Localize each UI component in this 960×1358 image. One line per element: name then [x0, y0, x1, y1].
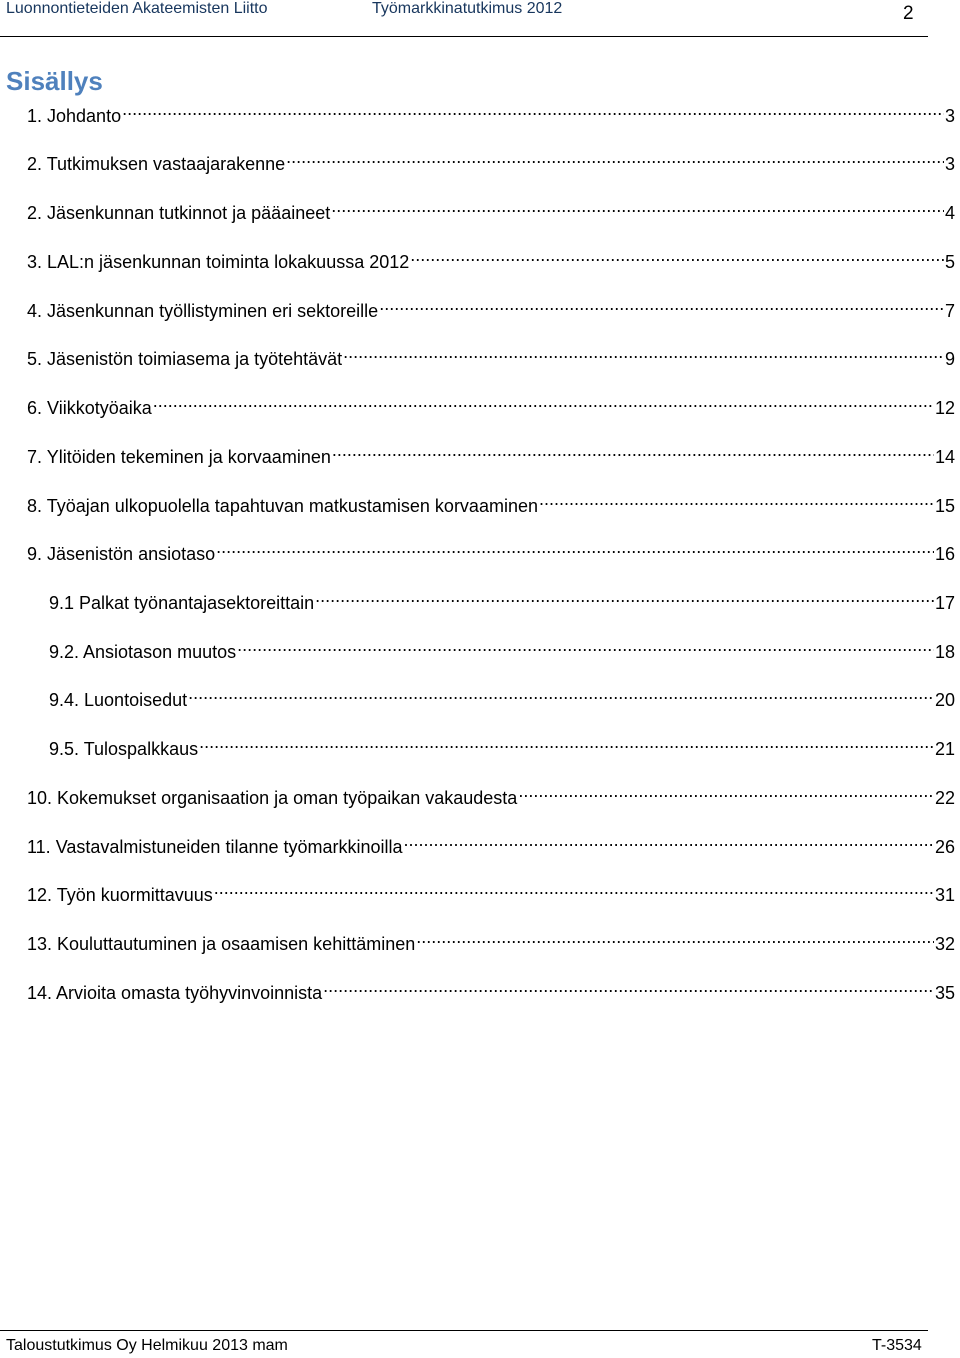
toc-entry-page: 32 [934, 934, 955, 954]
toc-leader-dots [286, 150, 944, 170]
toc-leader-dots [410, 248, 944, 268]
toc-leader-dots [188, 686, 934, 706]
toc-leader-dots [214, 881, 934, 901]
toc-entry[interactable] [27, 881, 955, 909]
toc-leader-dots [216, 540, 934, 560]
toc-entry-label: 13. Kouluttautuminen ja osaamisen kehittäminen [27, 934, 416, 954]
toc-entry[interactable] [27, 784, 955, 812]
toc-entry-page: 31 [934, 885, 955, 905]
toc-entry-label: 7. Ylitöiden tekeminen ja korvaaminen [27, 447, 331, 467]
toc-entry-page: 15 [934, 496, 955, 516]
toc-leader-dots [122, 102, 944, 122]
toc-entry-label: 6. Viikkotyöaika [27, 398, 152, 418]
toc-entry-label: 12. Työn kuormittavuus [27, 885, 213, 905]
toc-entry-label: 11. Vastavalmistuneiden tilanne työmarkkinoilla [27, 837, 403, 857]
toc-entry[interactable] [27, 394, 955, 422]
toc-leader-dots [237, 638, 934, 658]
toc-entry[interactable] [27, 979, 955, 1007]
toc-entry-page: 20 [934, 690, 955, 710]
toc-leader-dots [331, 199, 944, 219]
toc-entry[interactable] [27, 443, 955, 471]
toc-entry-label: 2. Jäsenkunnan tutkinnot ja pääaineet [27, 203, 331, 223]
footer-company: Taloustutkimus Oy Helmikuu 2013 mam [6, 1337, 288, 1354]
toc-entry[interactable] [27, 492, 955, 520]
toc-leader-dots [518, 784, 934, 804]
toc-leader-dots [153, 394, 934, 414]
toc-leader-dots [539, 492, 934, 512]
toc-leader-dots [332, 443, 934, 463]
toc-entry-label: 9.4. Luontoisedut [49, 690, 188, 710]
toc-entry[interactable] [27, 930, 955, 958]
toc-subentry[interactable] [49, 638, 955, 666]
toc-entry[interactable] [27, 248, 955, 276]
toc-subentry[interactable] [49, 735, 955, 763]
toc-leader-dots [315, 589, 934, 609]
header-report-title: Työmarkkinatutkimus 2012 [372, 0, 563, 17]
toc-entry[interactable] [27, 150, 955, 178]
toc-leader-dots [323, 979, 934, 999]
toc-entry-page: 14 [934, 447, 955, 467]
toc-entry-page: 16 [934, 544, 955, 564]
toc-entry-page: 4 [944, 203, 955, 223]
page-header [0, 0, 928, 37]
toc-entry-label: 9. Jäsenistön ansiotaso [27, 544, 216, 564]
header-organization: Luonnontieteiden Akateemisten Liitto [6, 0, 268, 17]
footer-reference: T-3534 [872, 1337, 922, 1354]
toc-leader-dots [404, 833, 934, 853]
toc-subentry[interactable] [49, 686, 955, 714]
toc-entry-label: 5. Jäsenistön toimiasema ja työtehtävät [27, 349, 343, 369]
toc-subentry[interactable] [49, 589, 955, 617]
toc-title: Sisällys [6, 66, 103, 96]
toc-entry[interactable] [27, 540, 955, 568]
toc-entry[interactable] [27, 199, 955, 227]
toc-entry-label: 2. Tutkimuksen vastaajarakenne [27, 154, 286, 174]
toc-entry-label: 9.1 Palkat työnantajasektoreittain [49, 593, 315, 613]
toc-entry-label: 9.5. Tulospalkkaus [49, 739, 199, 759]
toc-entry-page: 9 [944, 349, 955, 369]
toc-leader-dots [199, 735, 934, 755]
toc-entry-page: 35 [934, 983, 955, 1003]
toc-entry-page: 17 [934, 593, 955, 613]
toc-entry-page: 3 [944, 154, 955, 174]
toc-entry-label: 14. Arvioita omasta työhyvinvoinnista [27, 983, 323, 1003]
toc-entry-page: 22 [934, 788, 955, 808]
header-page-number: 2 [903, 3, 914, 24]
toc-entry-label: 4. Jäsenkunnan työllistyminen eri sektoreille [27, 301, 379, 321]
toc-entry-page: 12 [934, 398, 955, 418]
toc-entry-page: 3 [944, 106, 955, 126]
toc-entry-page: 7 [944, 301, 955, 321]
toc-entry-page: 21 [934, 739, 955, 759]
toc-entry-page: 5 [944, 252, 955, 272]
page-footer [0, 1330, 928, 1358]
toc-entry-label: 1. Johdanto [27, 106, 122, 126]
toc-entry-page: 18 [934, 642, 955, 662]
toc-entry-label: 9.2. Ansiotason muutos [49, 642, 237, 662]
toc-leader-dots [379, 297, 944, 317]
toc-entry[interactable] [27, 102, 955, 130]
toc-leader-dots [416, 930, 934, 950]
toc-leader-dots [343, 345, 944, 365]
toc-entry[interactable] [27, 345, 955, 373]
toc-entry-page: 26 [934, 837, 955, 857]
toc-entry-label: 3. LAL:n jäsenkunnan toiminta lokakuussa 2012 [27, 252, 410, 272]
toc-entry-label: 10. Kokemukset organisaation ja oman työpaikan vakaudesta [27, 788, 518, 808]
toc-entry-label: 8. Työajan ulkopuolella tapahtuvan matkustamisen korvaaminen [27, 496, 538, 516]
toc-entry[interactable] [27, 297, 955, 325]
toc-entry[interactable] [27, 833, 955, 861]
